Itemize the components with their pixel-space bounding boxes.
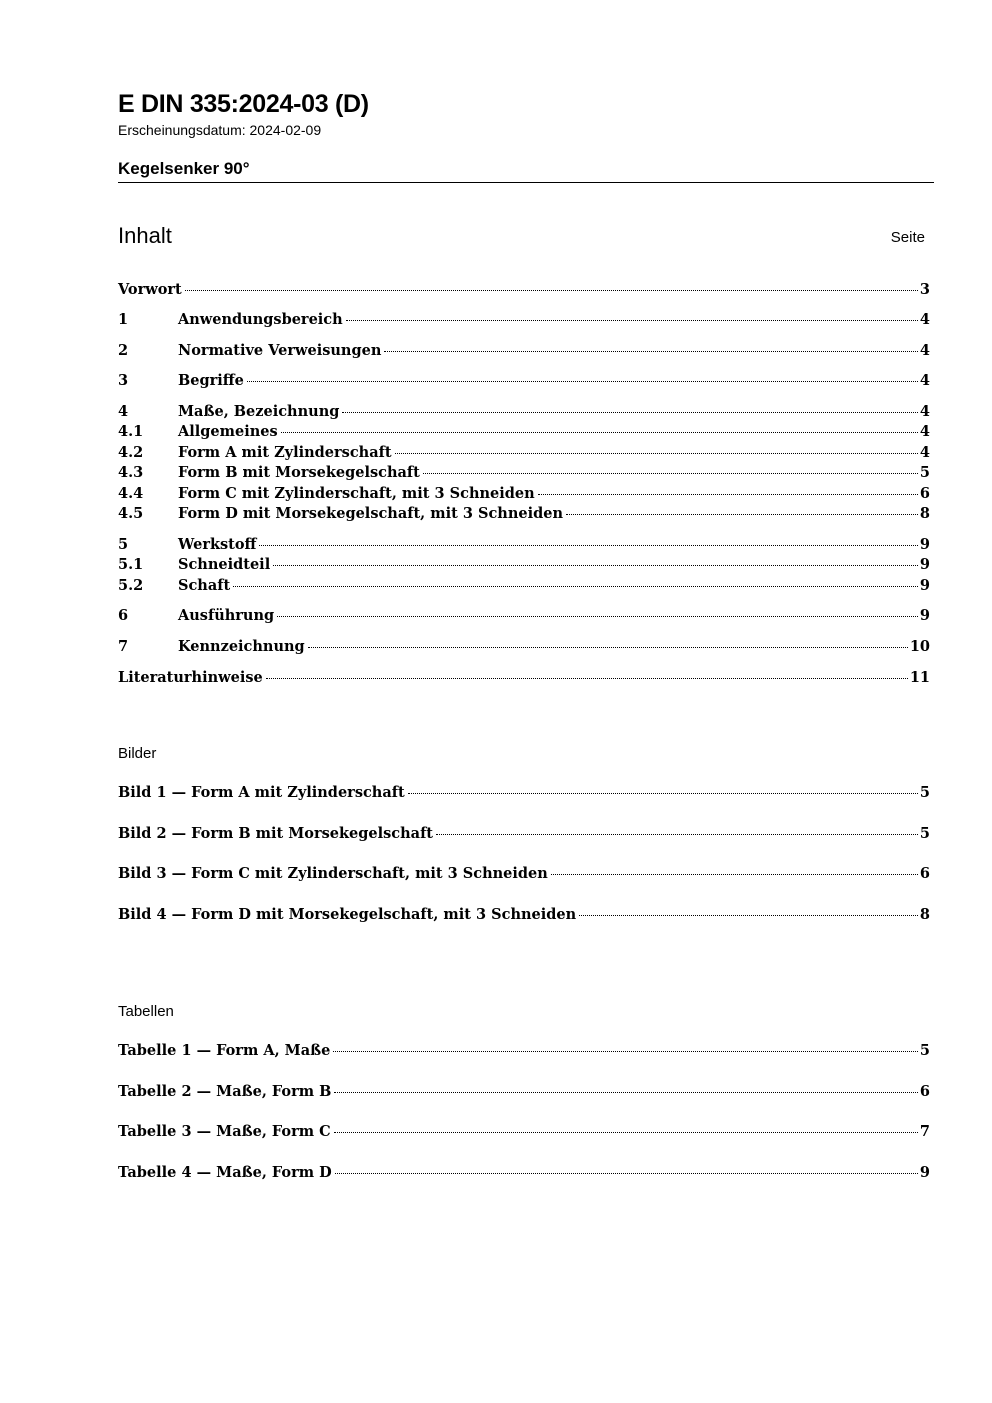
toc-entry[interactable]: [118, 577, 930, 597]
entry-number: 4.4: [118, 485, 144, 502]
entry-page-number: 4: [919, 423, 930, 440]
entry-title: Bild 4 — Form D mit Morsekegelschaft, mit 3 Schneiden: [118, 906, 577, 923]
dot-leader: [384, 351, 918, 352]
entry-title: Normative Verweisungen: [178, 342, 382, 359]
entry-page-number: 4: [919, 372, 930, 389]
dot-leader: [185, 290, 918, 291]
entry-title: Bild 3 — Form C mit Zylinderschaft, mit 3 Schneiden: [118, 865, 548, 882]
entry-title: Begriffe: [178, 372, 244, 389]
toc-entry[interactable]: [118, 1123, 930, 1143]
entry-title: Form B mit Morsekegelschaft: [178, 464, 420, 481]
entry-page-number: 6: [919, 485, 930, 502]
entry-title: Werkstoff: [178, 536, 257, 553]
dot-leader: [277, 616, 918, 617]
entry-page-number: 4: [919, 342, 930, 359]
entry-page-number: 9: [919, 607, 930, 624]
entry-title: Tabelle 4 — Maße, Form D: [118, 1164, 332, 1181]
entry-title: Form A mit Zylinderschaft: [178, 444, 392, 461]
entry-page-number: 9: [919, 556, 930, 573]
entry-title: Tabelle 2 — Maße, Form B: [118, 1083, 332, 1100]
entry-page-number: 7: [919, 1123, 930, 1140]
entry-title: Anwendungsbereich: [178, 311, 343, 328]
entry-number: 4.5: [118, 505, 144, 522]
toc-entry[interactable]: [118, 1164, 930, 1184]
dot-leader: [579, 915, 918, 916]
entry-page-number: 9: [919, 577, 930, 594]
toc-heading: Inhalt: [118, 223, 172, 248]
entry-number: 2: [118, 342, 129, 359]
entry-title: Literaturhinweise: [118, 669, 263, 686]
dot-leader: [342, 412, 918, 413]
entry-page-number: 5: [919, 825, 930, 842]
entry-title: Vorwort: [118, 281, 182, 298]
tables-heading: Tabellen: [118, 1003, 174, 1020]
entry-title: Bild 1 — Form A mit Zylinderschaft: [118, 784, 405, 801]
dot-leader: [538, 494, 918, 495]
entry-number: 5.2: [118, 577, 144, 594]
entry-number: 5.1: [118, 556, 144, 573]
entry-page-number: 4: [919, 403, 930, 420]
entry-title: Tabelle 3 — Maße, Form C: [118, 1123, 331, 1140]
toc-entry[interactable]: [118, 372, 930, 392]
toc-entry[interactable]: [118, 464, 930, 484]
entry-title: Kennzeichnung: [178, 638, 305, 655]
dot-leader: [436, 834, 918, 835]
toc-entry[interactable]: [118, 638, 930, 658]
entry-page-number: 5: [919, 464, 930, 481]
entry-page-number: 3: [919, 281, 930, 298]
dot-leader: [334, 1092, 918, 1093]
document-title: E DIN 335:2024-03 (D): [118, 90, 369, 118]
dot-leader: [408, 793, 918, 794]
publication-date: Erscheinungsdatum: 2024-02-09: [118, 122, 322, 138]
toc-entry[interactable]: [118, 311, 930, 331]
entry-page-number: 9: [919, 1164, 930, 1181]
dot-leader: [273, 565, 918, 566]
entry-page-number: 6: [919, 1083, 930, 1100]
entry-title: Bild 2 — Form B mit Morsekegelschaft: [118, 825, 434, 842]
entry-page-number: 9: [919, 536, 930, 553]
entry-number: 6: [118, 607, 129, 624]
entry-page-number: 10: [909, 638, 930, 655]
entry-page-number: 6: [919, 865, 930, 882]
dot-leader: [233, 586, 918, 587]
toc-entry[interactable]: [118, 423, 930, 443]
header-divider: [118, 182, 934, 183]
dot-leader: [333, 1051, 918, 1052]
toc-entry[interactable]: [118, 1042, 930, 1062]
page-column-label: Seite: [890, 229, 925, 246]
document-subject: Kegelsenker 90°: [118, 159, 250, 178]
entry-number: 4: [118, 403, 129, 420]
entry-number: 1: [118, 311, 129, 328]
figures-heading: Bilder: [118, 745, 157, 762]
entry-number: 3: [118, 372, 129, 389]
entry-title: Schneidteil: [178, 556, 271, 573]
entry-title: Tabelle 1 — Form A, Maße: [118, 1042, 331, 1059]
entry-title: Form C mit Zylinderschaft, mit 3 Schneiden: [178, 485, 535, 502]
entry-number: 4.2: [118, 444, 144, 461]
entry-page-number: 5: [919, 784, 930, 801]
toc-entry[interactable]: [118, 669, 930, 689]
toc-entry[interactable]: [118, 865, 930, 885]
toc-entry[interactable]: [118, 485, 930, 505]
dot-leader: [395, 453, 918, 454]
dot-leader: [423, 473, 918, 474]
dot-leader: [346, 320, 918, 321]
dot-leader: [335, 1173, 918, 1174]
dot-leader: [281, 432, 918, 433]
entry-page-number: 8: [919, 505, 930, 522]
entry-page-number: 5: [919, 1042, 930, 1059]
dot-leader: [566, 514, 918, 515]
dot-leader: [334, 1132, 918, 1133]
entry-number: 4.3: [118, 464, 144, 481]
toc-entry[interactable]: [118, 342, 930, 362]
entry-page-number: 4: [919, 311, 930, 328]
dot-leader: [266, 678, 908, 679]
toc-entry[interactable]: [118, 556, 930, 576]
entry-title: Ausführung: [178, 607, 275, 624]
entry-title: Allgemeines: [178, 423, 278, 440]
entry-page-number: 11: [909, 669, 930, 686]
dot-leader: [247, 381, 918, 382]
toc-entry[interactable]: [118, 281, 930, 301]
dot-leader: [308, 647, 908, 648]
toc-entry[interactable]: [118, 607, 930, 627]
toc-entry[interactable]: [118, 784, 930, 804]
entry-title: Form D mit Morsekegelschaft, mit 3 Schneiden: [178, 505, 564, 522]
toc-entry[interactable]: [118, 505, 930, 525]
entry-page-number: 4: [919, 444, 930, 461]
entry-title: Maße, Bezeichnung: [178, 403, 340, 420]
toc-entry[interactable]: [118, 1083, 930, 1103]
toc-entry[interactable]: [118, 536, 930, 556]
dot-leader: [259, 545, 917, 546]
entry-number: 4.1: [118, 423, 144, 440]
toc-entry[interactable]: [118, 906, 930, 926]
entry-number: 5: [118, 536, 129, 553]
entry-title: Schaft: [178, 577, 231, 594]
toc-entry[interactable]: [118, 825, 930, 845]
dot-leader: [551, 874, 918, 875]
entry-number: 7: [118, 638, 129, 655]
toc-entry[interactable]: [118, 403, 930, 423]
toc-entry[interactable]: [118, 444, 930, 464]
entry-page-number: 8: [919, 906, 930, 923]
